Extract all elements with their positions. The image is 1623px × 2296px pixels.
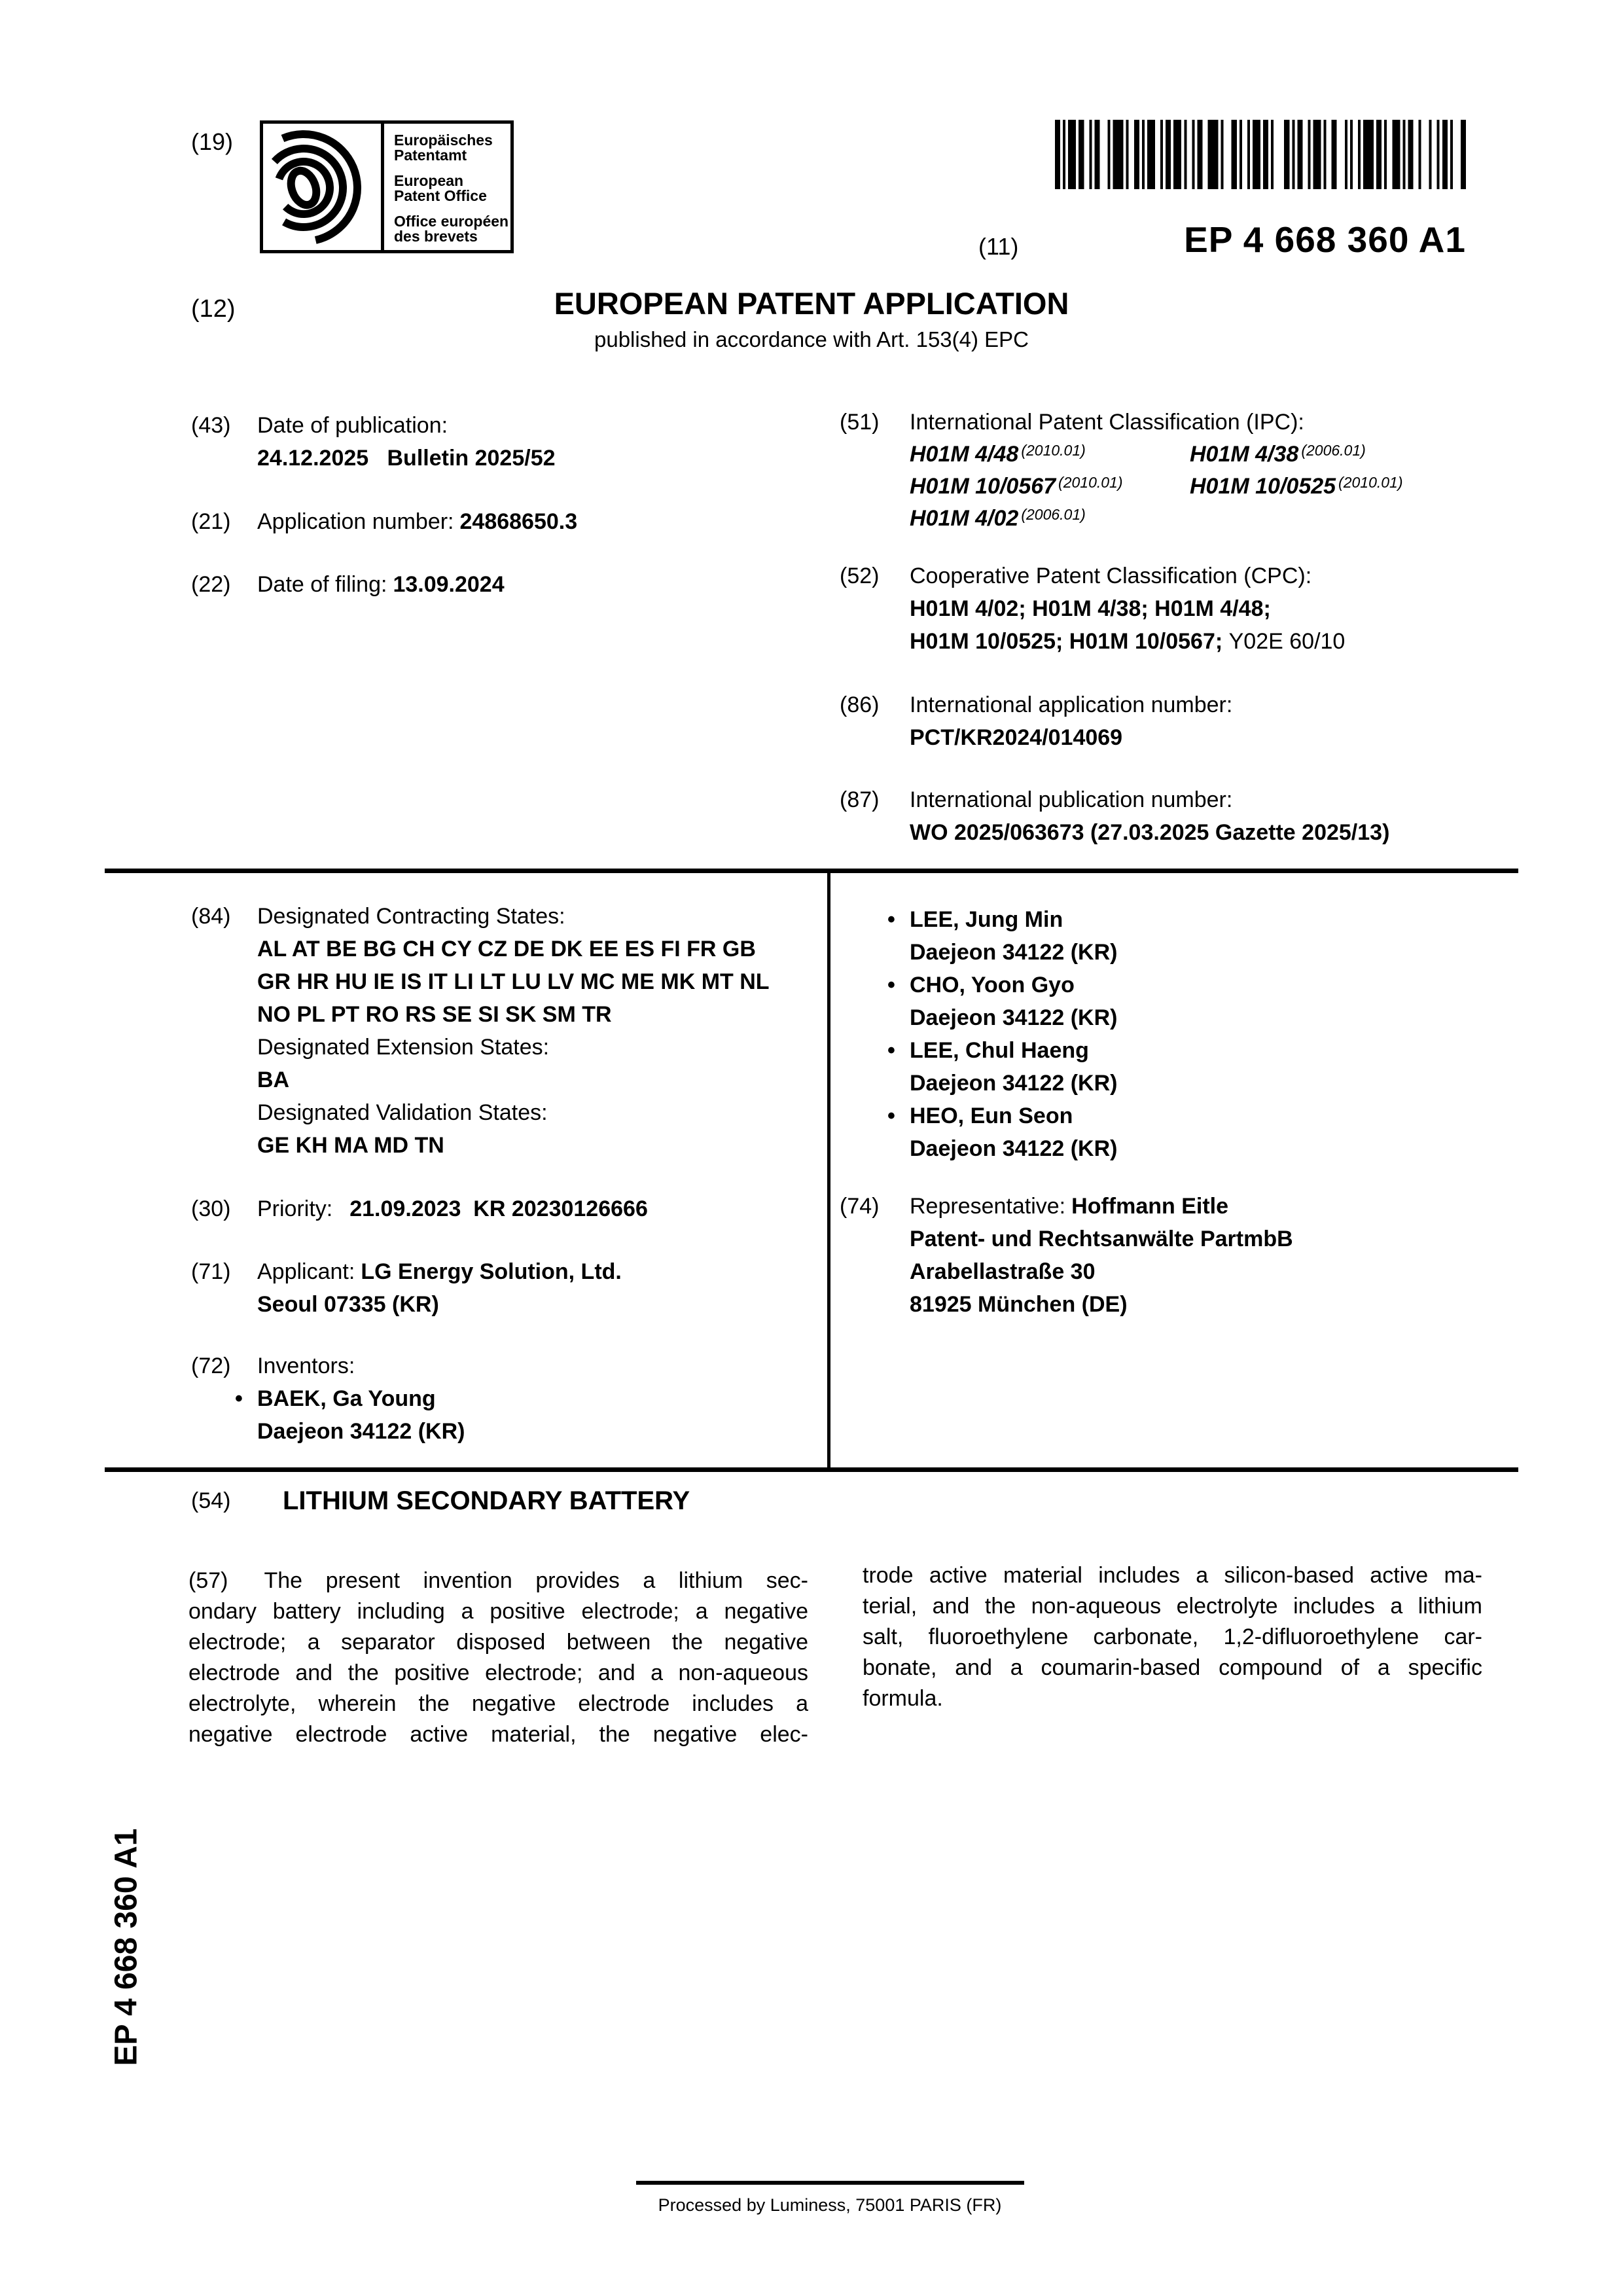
inventor-name: • HEO, Eun Seon <box>910 1100 1117 1132</box>
inventor-name: • LEE, Chul Haeng <box>910 1034 1117 1067</box>
invention-title: LITHIUM SECONDARY BATTERY <box>283 1486 690 1515</box>
section-designated-states <box>191 900 770 1162</box>
office-de-line2: Patentamt <box>394 147 467 164</box>
column-divider <box>827 869 830 1472</box>
ipc-version: (2010.01) <box>1338 474 1403 491</box>
abstract-line: electrode and the positive electrode; and a non-aqueous <box>188 1660 808 1685</box>
publication-date-label: Date of publication: <box>257 413 448 438</box>
field-code: (30) <box>191 1196 231 1221</box>
ipc-version: (2006.01) <box>1021 506 1086 523</box>
priority-label: Priority: <box>257 1196 333 1221</box>
abstract-left-lines <box>188 1596 808 1750</box>
contracting-states-line: NO PL PT RO RS SE SI SK SM TR <box>257 1002 612 1027</box>
ipc-code: H01M 4/48 <box>910 442 1019 467</box>
ipc-entry <box>910 471 1190 503</box>
abstract-line: negative electrode active material, the negative elec- <box>188 1722 808 1747</box>
field-code: (57) <box>188 1568 228 1593</box>
representative-address-line: Arabellastraße 30 <box>910 1259 1096 1284</box>
abstract-line: electrode; a separator disposed between the negative <box>188 1630 808 1655</box>
abstract-line: salt, fluoroethylene carbonate, 1,2-difluoroethylene car- <box>863 1624 1482 1649</box>
ipc-code: H01M 4/38 <box>1190 442 1299 467</box>
publication-date-value: 24.12.2025 Bulletin 2025/52 <box>257 446 556 471</box>
office-name-en <box>394 173 510 204</box>
abstract-text: The present invention provides a lithium sec- <box>264 1568 808 1593</box>
field-code: (86) <box>840 692 880 717</box>
representative-label: Representative: <box>910 1194 1066 1219</box>
field-code: (74) <box>840 1194 880 1219</box>
field-code: (52) <box>840 564 880 588</box>
intl-publication-value: WO 2025/063673 (27.03.2025 Gazette 2025/13) <box>910 820 1390 845</box>
ipc-version: (2010.01) <box>1058 474 1123 491</box>
abstract-column-right <box>863 1560 1482 1714</box>
inventor-city: Daejeon 34122 (KR) <box>910 1005 1118 1030</box>
intl-application-label: International application number: <box>910 692 1233 717</box>
inventor <box>910 903 1117 969</box>
section-filing-date <box>191 568 505 601</box>
field-code-19: (19) <box>191 128 234 155</box>
inventor-name: • BAEK, Ga Young <box>257 1382 465 1415</box>
inventor-name: • LEE, Jung Min <box>910 903 1117 936</box>
abstract-first-line <box>188 1566 808 1596</box>
contracting-states-line: AL AT BE BG CH CY CZ DE DK EE ES FI FR GB <box>257 937 756 961</box>
abstract-line: bonate, and a coumarin-based compound of a specific <box>863 1655 1482 1680</box>
section-international-publication-number <box>840 783 1389 849</box>
epo-logo-box <box>260 120 514 253</box>
field-code: (71) <box>191 1259 231 1284</box>
contracting-states-line: GR HR HU IE IS IT LI LT LU LV MC ME MK MT NL <box>257 969 770 994</box>
section-inventors <box>191 1350 465 1448</box>
ipc-entry <box>910 439 1190 471</box>
field-code: (87) <box>840 787 880 812</box>
field-code: (51) <box>840 410 880 435</box>
office-de-line1: Europäisches <box>394 132 493 149</box>
application-number-value: 24868650.3 <box>459 509 578 534</box>
cpc-line-1: H01M 4/02; H01M 4/38; H01M 4/48; <box>910 596 1271 621</box>
extension-states-label: Designated Extension States: <box>257 1035 550 1060</box>
field-code-11: (11) <box>978 233 1019 260</box>
field-code: (43) <box>191 413 231 438</box>
inventor <box>910 1034 1117 1100</box>
section-priority <box>191 1193 648 1225</box>
ipc-code: H01M 10/0525 <box>1190 474 1336 499</box>
horizontal-rule-top <box>105 869 1518 873</box>
section-ipc <box>840 406 1499 535</box>
ipc-entries <box>910 439 1499 535</box>
barcode <box>1055 120 1466 189</box>
inventor <box>257 1382 465 1448</box>
field-code: (22) <box>191 572 231 597</box>
abstract-line: ondary battery including a positive electrode; a negative <box>188 1599 808 1624</box>
cpc-line-2-bold: H01M 10/0525; H01M 10/0567; <box>910 629 1229 654</box>
representative-name: Hoffmann Eitle <box>1071 1194 1229 1219</box>
office-name-fr <box>394 214 510 244</box>
field-code: (72) <box>191 1354 231 1378</box>
section-international-application-number <box>840 689 1232 754</box>
filing-date-value: 13.09.2024 <box>393 572 505 597</box>
extension-states-value: BA <box>257 1067 290 1092</box>
horizontal-rule-bottom <box>105 1467 1518 1472</box>
document-subtitle: published in accordance with Art. 153(4) EPC <box>594 327 1029 351</box>
inventor <box>910 1100 1117 1165</box>
footer-processing-note: Processed by Luminess, 75001 PARIS (FR) <box>658 2195 1002 2215</box>
ipc-entry <box>1190 439 1470 471</box>
field-code: (54) <box>191 1488 231 1513</box>
intl-publication-label: International publication number: <box>910 787 1233 812</box>
office-fr-line2: des brevets <box>394 228 478 245</box>
ipc-version: (2006.01) <box>1301 442 1366 459</box>
inventor-city: Daejeon 34122 (KR) <box>257 1419 465 1444</box>
ipc-version: (2010.01) <box>1021 442 1086 459</box>
abstract-line: trode active material includes a silicon-based active ma- <box>863 1563 1482 1588</box>
section-representative <box>840 1190 1293 1321</box>
representative-address <box>910 1223 1293 1321</box>
application-number-label: Application number: <box>257 509 454 534</box>
ipc-code: H01M 4/02 <box>910 506 1019 531</box>
priority-value: 21.09.2023 KR 20230126666 <box>349 1196 648 1221</box>
contracting-states-label: Designated Contracting States: <box>257 904 565 929</box>
abstract-line: formula. <box>863 1686 943 1711</box>
section-application-number <box>191 505 577 538</box>
filing-date-label: Date of filing: <box>257 572 387 597</box>
field-code: (84) <box>191 904 231 929</box>
publication-number: EP 4 668 360 A1 <box>1184 219 1466 260</box>
intl-application-value: PCT/KR2024/014069 <box>910 725 1123 750</box>
field-code-12: (12) <box>191 295 236 323</box>
representative-address-line: 81925 München (DE) <box>910 1292 1128 1317</box>
ipc-entry <box>1190 471 1470 503</box>
inventor <box>910 969 1117 1034</box>
cpc-line-2-regular: Y02E 60/10 <box>1228 629 1346 654</box>
inventor-city: Daejeon 34122 (KR) <box>910 1071 1118 1096</box>
validation-states-value: GE KH MA MD TN <box>257 1133 444 1158</box>
office-en-line2: Patent Office <box>394 187 487 204</box>
abstract-column-left <box>188 1566 808 1750</box>
footer-rule <box>636 2181 1024 2185</box>
section-publication-date <box>191 409 556 475</box>
inventor-list-right <box>910 903 1117 1165</box>
ipc-entry <box>910 503 1190 535</box>
abstract-line: terial, and the non-aqueous electrolyte includes a lithium <box>863 1594 1482 1619</box>
sidebar-publication-number: EP 4 668 360 A1 <box>109 1828 144 2066</box>
applicant-city: Seoul 07335 (KR) <box>257 1292 439 1317</box>
cpc-line-2 <box>910 625 1345 658</box>
representative-address-line: Patent- und Rechtsanwälte PartmbB <box>910 1227 1293 1251</box>
epo-office-names <box>384 124 510 250</box>
field-code: (21) <box>191 509 231 534</box>
inventor-city: Daejeon 34122 (KR) <box>910 1136 1118 1161</box>
inventors-label: Inventors: <box>257 1354 355 1378</box>
office-name-de <box>394 133 510 163</box>
cpc-label: Cooperative Patent Classification (CPC): <box>910 564 1312 588</box>
office-en-line1: European <box>394 172 464 189</box>
applicant-label: Applicant: <box>257 1259 355 1284</box>
document-title: EUROPEAN PATENT APPLICATION <box>554 286 1069 321</box>
applicant-name: LG Energy Solution, Ltd. <box>361 1259 622 1284</box>
section-invention-title <box>191 1484 690 1517</box>
ipc-code: H01M 10/0567 <box>910 474 1056 499</box>
abstract-line: electrolyte, wherein the negative electrode includes a <box>188 1691 808 1716</box>
section-cpc <box>840 560 1345 658</box>
inventor-city: Daejeon 34122 (KR) <box>910 940 1118 965</box>
section-applicant <box>191 1255 622 1321</box>
inventor-list-left <box>257 1382 465 1448</box>
validation-states-label: Designated Validation States: <box>257 1100 548 1125</box>
contracting-states-lines <box>257 933 770 1031</box>
epo-logo-swirl-icon <box>263 124 384 250</box>
office-fr-line1: Office européen <box>394 213 509 230</box>
ipc-label: International Patent Classification (IPC): <box>910 410 1304 435</box>
inventor-name: • CHO, Yoon Gyo <box>910 969 1117 1001</box>
